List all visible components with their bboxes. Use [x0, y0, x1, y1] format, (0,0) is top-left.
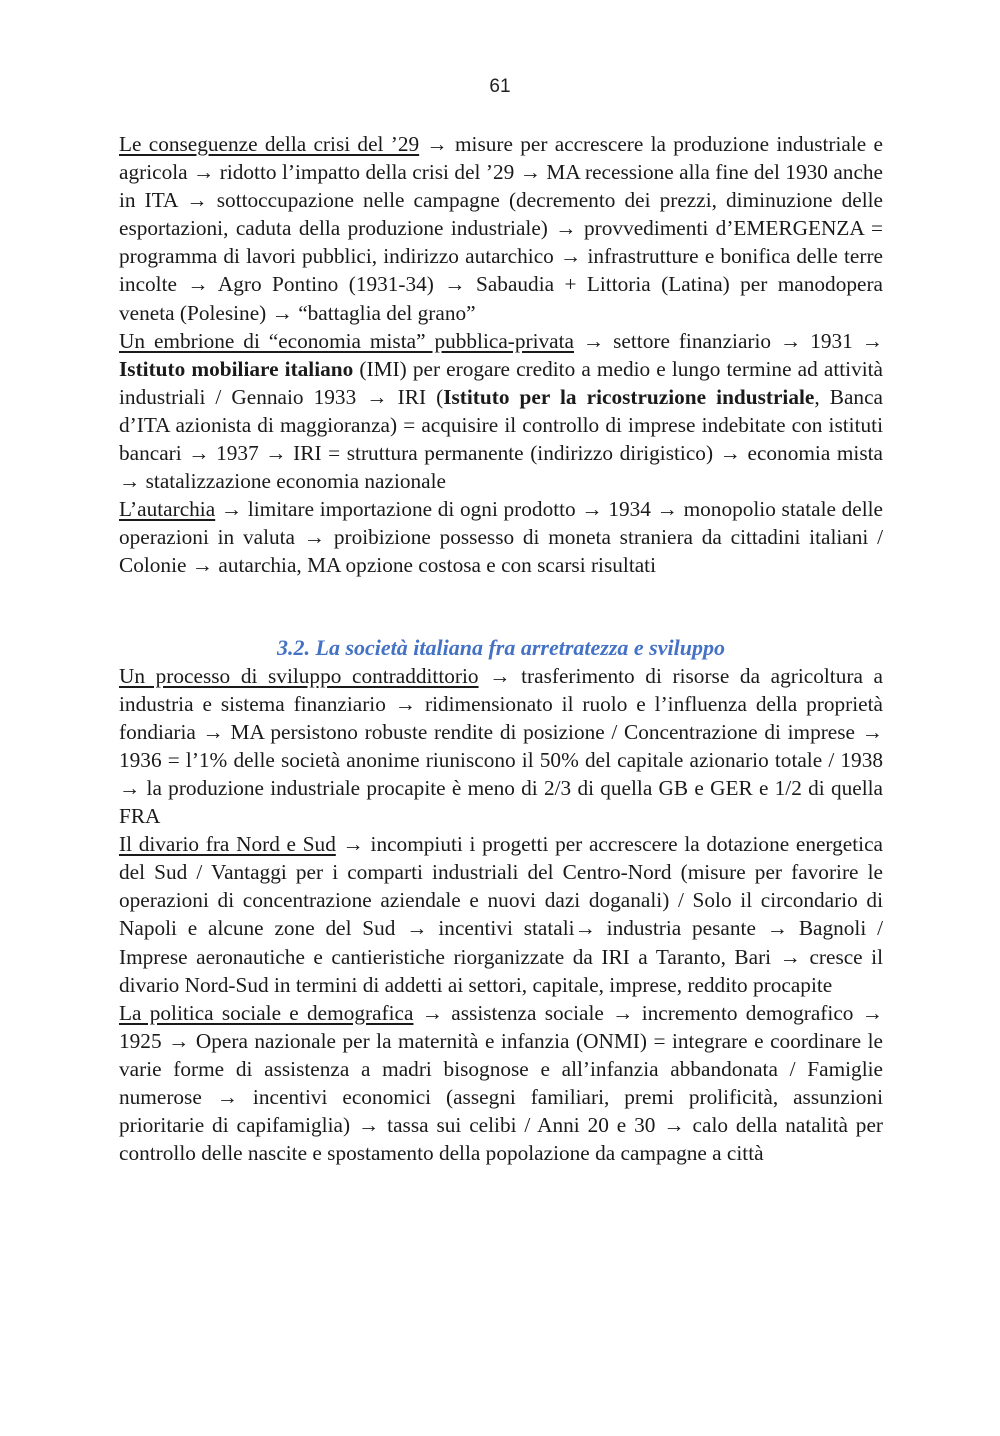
- paragraph-text: (IMI) per erogare credito a medio e lungo termine ad attività industriali / Gennaio 1933 → IRI (: [119, 356, 883, 409]
- bold-term-iri: Istituto per la ricostruzione industriale: [443, 384, 815, 409]
- bold-term-imi: → Istituto mobiliare italiano: [119, 328, 883, 381]
- section-heading: 3.2. La società italiana fra arretratezza e sviluppo: [277, 634, 725, 660]
- paragraph-text: → trasferimento di risorse da agricoltura a industria e sistema finanziario → ridimensionato il ruolo e l’influenza della proprietà fondiaria → MA persistono robuste rendite di posizione / Concentrazione di imprese → 1936 = l’1% delle società anonime riuniscono il 50% del capitale azionario totale / 1938 → la produzione industriale procapite è meno di 2/3 di quella GB e GER e 1/2 di quella FRA: [119, 663, 883, 829]
- paragraph-text: → assistenza sociale → incremento demografico → 1925 → Opera nazionale per la maternità e infanzia (ONMI) = integrare e coordinare le varie forme di assistenza a madri bisognose e all’infanzia abbandonata / Famiglie numerose → incentivi economici (assegni familiari, premi prolificità, assunzioni prioritarie di capifamiglia) → tassa sui celibi / Anni 20 e 30 → calo della natalità per controllo delle nascite e spostamento della popolazione da campagne a città: [119, 1000, 883, 1166]
- topic-heading: Un embrione di “economia mista” pubblica-privata: [119, 328, 574, 353]
- topic-heading: La politica sociale e demografica: [119, 1000, 414, 1025]
- paragraph-autarchy: [119, 495, 883, 579]
- page-number: 61: [489, 76, 511, 97]
- paragraph-text: → settore finanziario → 1931: [574, 328, 862, 353]
- paragraph-north-south: [119, 830, 883, 999]
- paragraph-text: → misure per accrescere la produzione industriale e agricola → ridotto l’impatto della crisi del ’29 → MA recessione alla fine del 1930 anche in ITA → sottoccupazione nelle campagne (decremento dei prezzi, diminuzione delle esportazioni, caduta della produzione industriale) → provvedimenti d’EMERGENZA = programma di lavori pubblici, indirizzo autarchico → infrastrutture e bonifica delle terre incolte → Agro Pontino (1931-34) → Sabaudia + Littoria (Latina) per manodopera veneta (Polesine) → “battaglia del grano”: [119, 132, 883, 325]
- topic-heading: Le conseguenze della crisi del ’29: [119, 132, 420, 156]
- paragraph-crisis-29: [119, 130, 883, 327]
- topic-heading: L’autarchia: [119, 497, 216, 522]
- paragraph-social-policy: [119, 999, 883, 1168]
- paragraph-development: [119, 662, 883, 831]
- paragraph-text: → limitare importazione di ogni prodotto → 1934 → monopolio statale delle operazioni in valuta → proibizione possesso di moneta straniera da cittadini italiani / Colonie → autarchia, MA opzione costosa e con scarsi risultati: [119, 497, 883, 578]
- paragraph-text: , Banca d’ITA azionista di maggioranza) = acquisire il controllo di imprese indebitate con istituti bancari → 1937 → IRI = struttura permanente (indirizzo dirigistico) → economia mista → statalizzazione economia nazionale: [119, 384, 883, 494]
- paragraph-text: → incompiuti i progetti per accrescere la dotazione energetica del Sud / Vantaggi per i comparti industriali del Centro-Nord (misure per favorire le operazioni di concentrazione aziendale e nuovi dazi doganali) / Solo il circondario di Napoli e alcune zone del Sud → incentivi statali→ industria pesante → Bagnoli / Imprese aeronautiche e cantieristiche riorganizzate da IRI a Taranto, Bari → cresce il divario Nord-Sud in termini di addetti ai settori, capitale, imprese, reddito procapite: [119, 832, 883, 997]
- topic-heading: Un processo di sviluppo contraddittorio: [119, 663, 479, 688]
- paragraph-mixed-economy: [119, 327, 883, 496]
- topic-heading: Il divario fra Nord e Sud: [119, 832, 336, 857]
- page-content: [119, 130, 883, 1167]
